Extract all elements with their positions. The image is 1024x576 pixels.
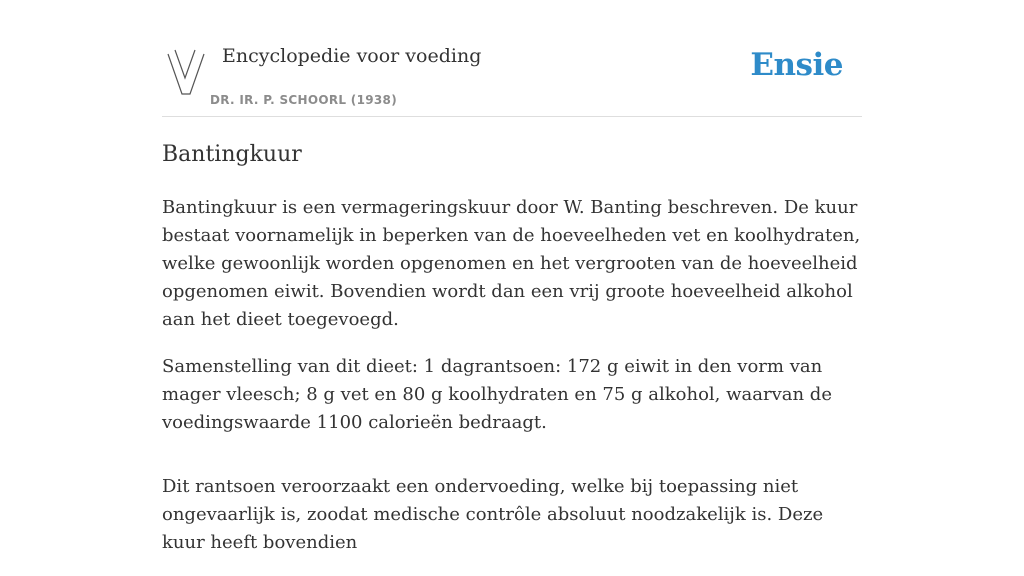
article	[162, 140, 862, 576]
article-paragraph: Dit rantsoen veroorzaakt een ondervoeding, welke bij toepassing niet ongevaarlijk is, zoodat medische contrôle absoluut noodzakelijk is. Deze kuur heeft bovendien	[162, 476, 824, 553]
site-header	[162, 0, 862, 117]
article-title: Bantingkuur	[162, 142, 302, 167]
article-paragraph: Bantingkuur is een vermageringskuur door W. Banting beschreven. De kuur bestaat voornamelijk in beperken van de hoeveelheden vet en koolhydraten, welke gewoonlijk worden opgenomen en het vergrooten van de hoeveelheid opgenomen eiwit. Bovendien wordt dan een vrij groote hoeveelheid alkohol aan het dieet toegevoegd.	[162, 197, 861, 330]
author-byline: DR. IR. P. SCHOORL (1938)	[210, 93, 397, 107]
v-chevron-logo-icon[interactable]	[166, 48, 208, 96]
ensie-brand-logo[interactable]: Ensie	[750, 47, 843, 83]
book-title[interactable]: Encyclopedie voor voeding	[222, 45, 482, 67]
article-paragraph: Samenstelling van dit dieet: 1 dagrantsoen: 172 g eiwit in den vorm van mager vleesch; 8 g vet en 80 g koolhydraten en 75 g alkohol, waarvan de voedingswaarde 1100 calorieën bedraagt.	[162, 356, 832, 433]
